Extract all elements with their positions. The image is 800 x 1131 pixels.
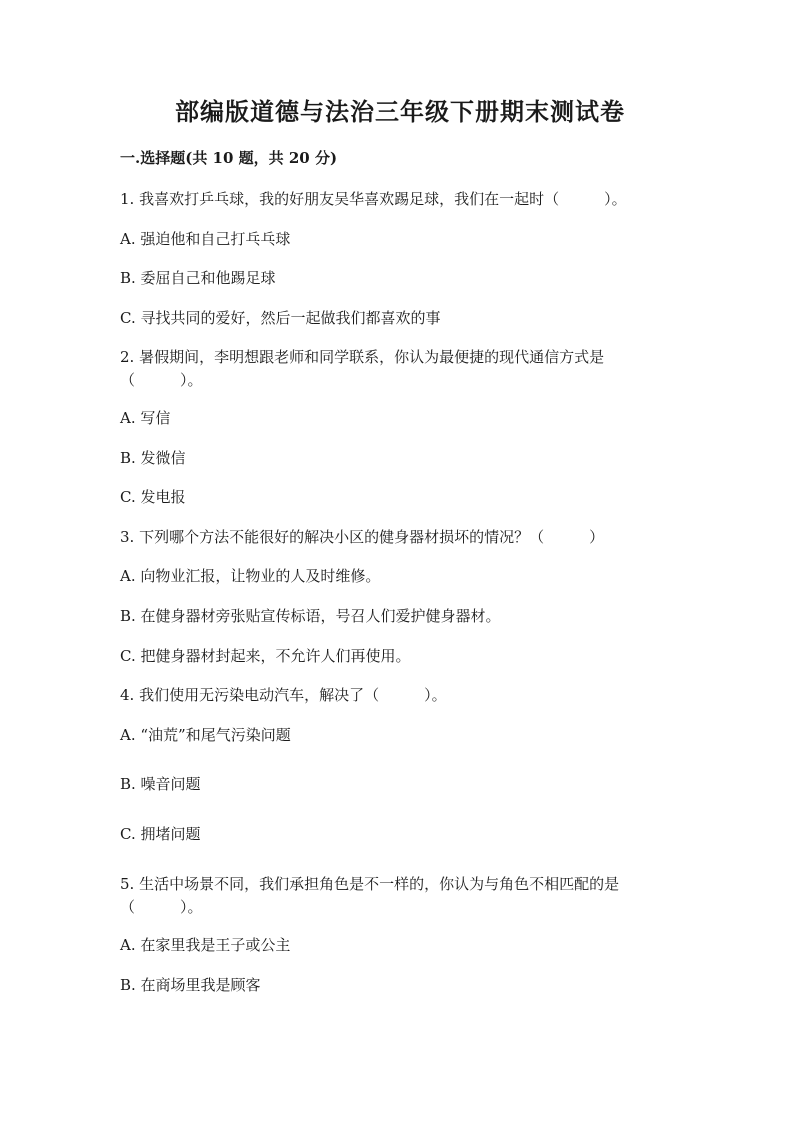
question-1-option-a: A. 强迫他和自己打乓乓球 xyxy=(120,230,291,248)
question-1-option-b: B. 委屈自己和他踢足球 xyxy=(120,269,276,287)
question-2-stem-line-1: 2. 暑假期间，李明想跟老师和同学联系，你认为最便捷的现代通信方式是 xyxy=(120,348,605,366)
question-4-option-a: A. “油荒”和尾气污染问题 xyxy=(120,726,291,744)
question-4-option-b: B. 噪音问题 xyxy=(120,775,201,793)
question-2-option-b: B. 发微信 xyxy=(120,449,186,467)
question-3-option-c: C. 把健身器材封起来，不允许人们再使用。 xyxy=(120,647,411,665)
section-heading: 一.选择题(共 10 题，共 20 分) xyxy=(120,149,338,167)
question-5-option-b: B. 在商场里我是顾客 xyxy=(120,976,261,994)
question-3-option-a: A. 向物业汇报，让物业的人及时维修。 xyxy=(120,567,381,585)
question-1-option-c: C. 寻找共同的爱好，然后一起做我们都喜欢的事 xyxy=(120,309,441,327)
question-5-stem-line-2: （ ）。 xyxy=(120,898,203,916)
question-2-stem-line-2: （ ）。 xyxy=(120,371,203,389)
question-4-stem: 4. 我们使用无污染电动汽车，解决了（ ）。 xyxy=(120,686,447,704)
question-4-option-c: C. 拥堵问题 xyxy=(120,825,201,843)
question-2-option-a: A. 写信 xyxy=(120,409,171,427)
question-5-option-a: A. 在家里我是王子或公主 xyxy=(120,936,291,954)
question-3-stem: 3. 下列哪个方法不能很好的解决小区的健身器材损坏的情况？（ ） xyxy=(120,528,605,546)
document-title: 部编版道德与法治三年级下册期末测试卷 xyxy=(175,97,625,126)
question-2-option-c: C. 发电报 xyxy=(120,488,186,506)
question-1-stem: 1. 我喜欢打乒乓球，我的好朋友吴华喜欢踢足球，我们在一起时（ ）。 xyxy=(120,190,627,208)
question-5-stem-line-1: 5. 生活中场景不同，我们承担角色是不一样的，你认为与角色不相匹配的是 xyxy=(120,875,620,893)
question-3-option-b: B. 在健身器材旁张贴宣传标语，号召人们爱护健身器材。 xyxy=(120,607,501,625)
